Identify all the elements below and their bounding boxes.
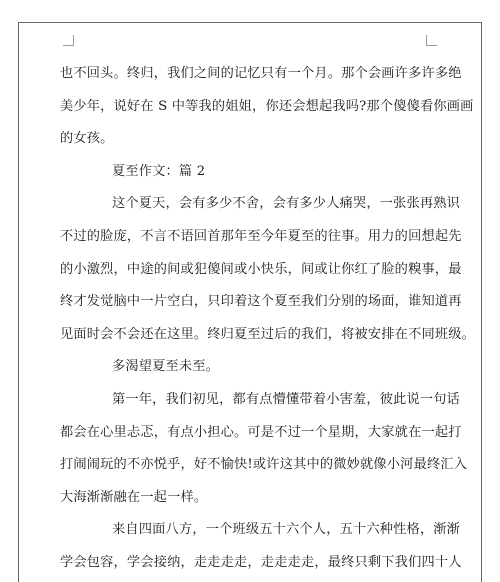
text-line: 都会在心里忐忑，有点小担心。可是不过一个星期，大家就在一起打 <box>60 424 462 440</box>
text-line: 见面时会不会还在这里。终归夏至过后的我们，将被安排在不同班级。 <box>60 326 476 342</box>
text-line: 学会包容，学会接纳，走走走走，走走走走，最终只剩下我们四十人 <box>60 554 462 570</box>
text-line: 的小激烈，中途的间或犯傻间或小快乐，间或让你红了脸的糗事，最 <box>60 261 462 277</box>
text-line: 美少年，说好在 S 中等我的姐姐，你还会想起我吗?那个傻傻看你画画 <box>60 98 474 114</box>
crop-mark-top-right <box>426 35 437 46</box>
section-heading: 夏至作文：篇 2 <box>112 163 206 179</box>
text-line: 的女孩。 <box>60 131 114 147</box>
text-line: 终才发觉脑中一片空白，只印着这个夏至我们分别的场面，谁知道再 <box>60 294 462 310</box>
text-line: 打闹闹玩的不亦悦乎，好不愉快!或许这其中的微妙就像小河最终汇入 <box>60 457 468 473</box>
document-body <box>60 58 476 580</box>
text-line: 这个夏天，会有多少不舍，会有多少人痛哭，一张张再熟识 <box>112 196 461 212</box>
text-line: 不过的脸庞，不言不语回首那年至今年夏至的往事。用力的回想起先 <box>60 228 462 244</box>
text-line: 也不回头。终归，我们之间的记忆只有一个月。那个会画许多许多绝 <box>60 66 462 81</box>
text-line: 第一年，我们初见，都有点懵懂带着小害羞，彼此说一句话 <box>112 391 461 407</box>
text-line: 来自四面八方，一个班级五十六个人，五十六种性格，渐渐 <box>112 522 461 538</box>
text-line: 多渴望夏至未至。 <box>112 359 220 375</box>
text-line: 大海渐渐融在一起一样。 <box>60 489 208 505</box>
crop-mark-top-left <box>63 35 74 46</box>
